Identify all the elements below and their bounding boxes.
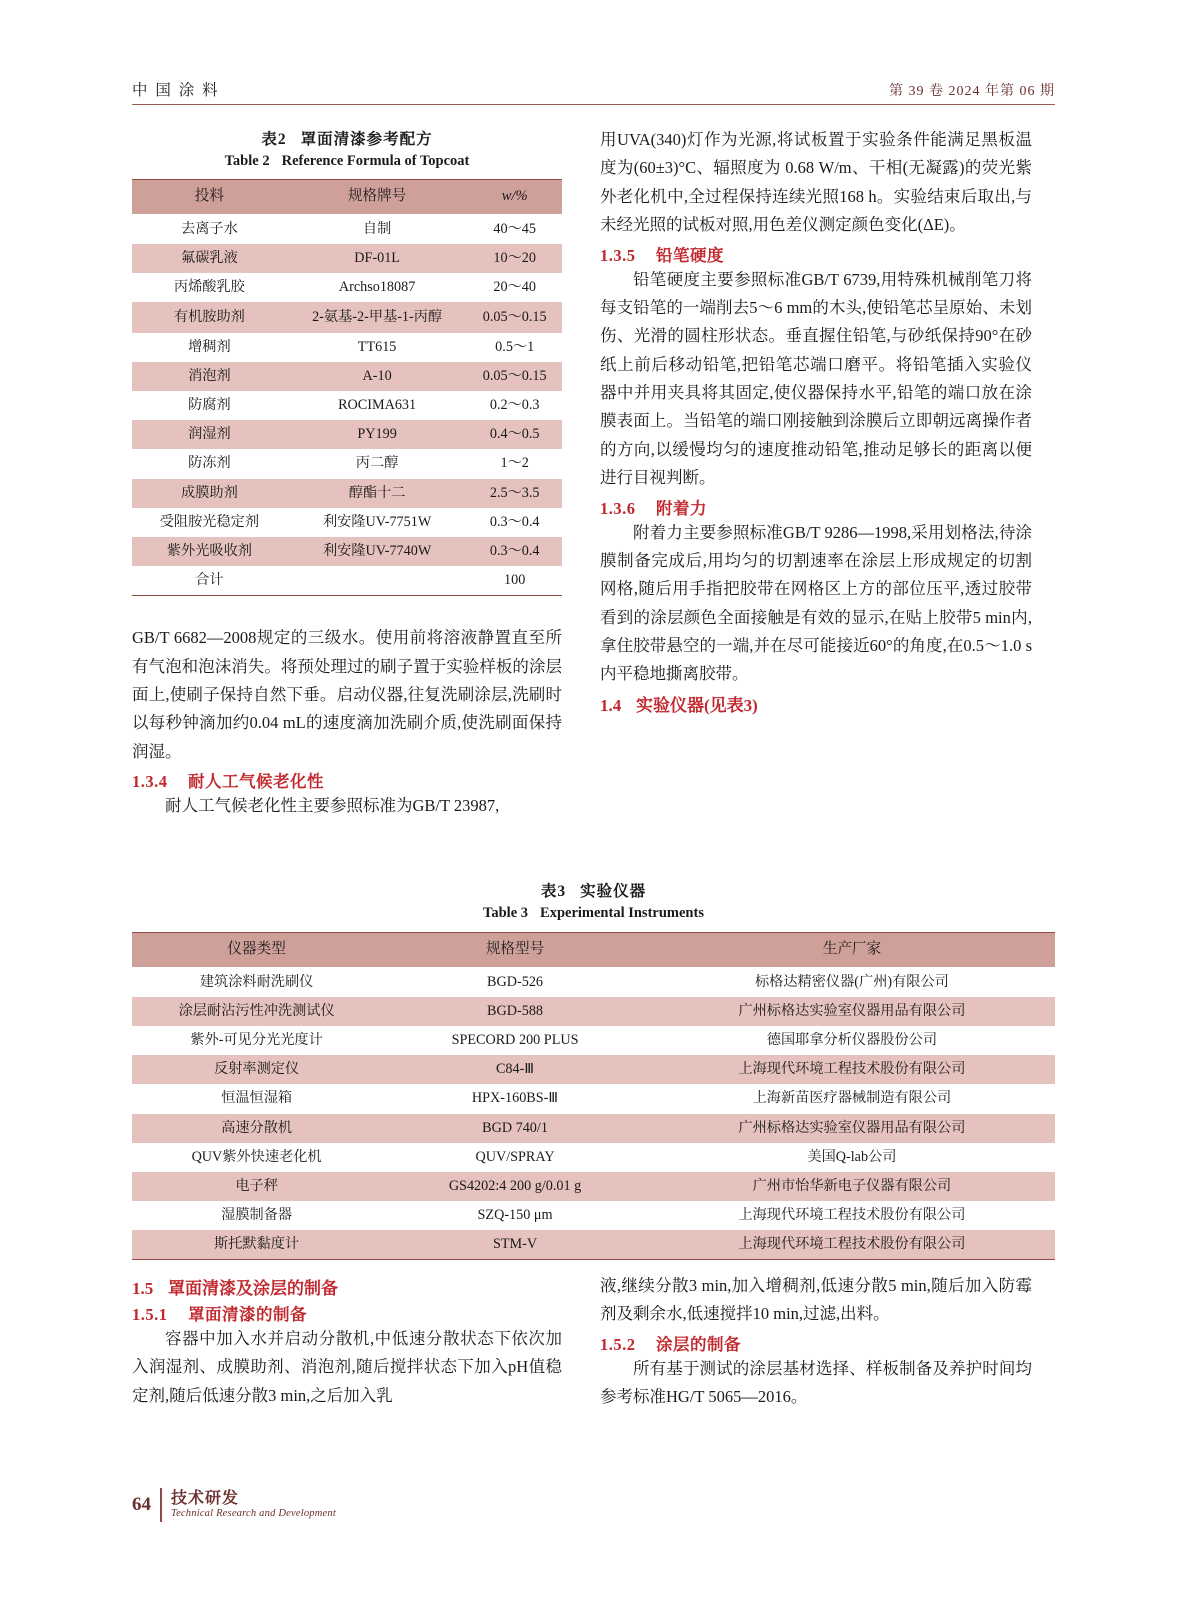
table-row	[132, 1114, 1055, 1143]
cell: 利安隆UV-7751W	[287, 508, 468, 537]
paragraph-1-3-4: 耐人工气候老化性主要参照标准为GB/T 23987,	[165, 796, 500, 816]
cell: 上海现代环境工程技术股份有限公司	[649, 1201, 1055, 1230]
table3-caption-en-title: Experimental Instruments	[540, 905, 704, 922]
heading-1-3-4	[132, 768, 562, 792]
table-row	[132, 273, 562, 302]
cell: 标格达精密仪器(广州)有限公司	[649, 967, 1055, 997]
cell: 防冻剂	[132, 449, 287, 478]
table-row	[132, 244, 562, 273]
table2-caption-en-label: Table 2	[224, 153, 270, 170]
cell: 自制	[287, 214, 468, 244]
cell: 0.05～0.15	[467, 302, 562, 333]
cell: 0.05～0.15	[467, 362, 562, 391]
table3-col-header-0: 仪器类型	[132, 933, 381, 968]
cell: 10～20	[467, 244, 562, 273]
cell: 消泡剂	[132, 362, 287, 391]
cell: 湿膜制备器	[132, 1201, 381, 1230]
issue-info: 第 39 卷 2024 年第 06 期	[889, 84, 1055, 99]
cell: BGD-588	[381, 997, 649, 1026]
table-row	[132, 420, 562, 449]
table2-col-header-0: 投料	[132, 180, 287, 215]
paragraph-1-3-6: 附着力主要参照标准GB/T 9286—1998,采用划格法,待涂膜制备完成后,用均匀的切割速率在涂层上形成规定的切割网格,随后用手指把胶带在网格区上方的部位压平,透过胶带看到的涂层颜色全面接触是有效的显示,在贴上胶带5 min内,拿住胶带悬空的一端,并在尽可能接近60°的角度,在0.5～1.0 s内平稳地撕离胶带。	[600, 522, 1032, 684]
heading-1-3-4-number: 1.3.4	[132, 772, 168, 792]
table2-caption-cn-title: 罩面清漆参考配方	[300, 131, 433, 148]
cell: 丙烯酸乳胶	[132, 273, 287, 302]
cell: 醇酯十二	[287, 479, 468, 508]
table-row	[132, 1143, 1055, 1172]
cell: 0.4～0.5	[467, 420, 562, 449]
cell: 建筑涂料耐洗刷仪	[132, 967, 381, 997]
cell: 紫外光吸收剂	[132, 537, 287, 566]
table-row	[132, 1201, 1055, 1230]
heading-1-3-5-title: 铅笔硬度	[656, 245, 724, 265]
heading-1-3-6	[600, 495, 1032, 519]
cell: 恒温恒湿箱	[132, 1084, 381, 1113]
heading-1-3-6-title: 附着力	[656, 498, 707, 518]
page-footer	[132, 1488, 336, 1522]
table2-caption-en-title: Reference Formula of Topcoat	[281, 153, 470, 170]
lower-right-column	[600, 1272, 1032, 1412]
table-row	[132, 1084, 1055, 1113]
cell: ROCIMA631	[287, 391, 468, 420]
cell: DF-01L	[287, 244, 468, 273]
table-row	[132, 1026, 1055, 1055]
cell: 受阻胺光稳定剂	[132, 508, 287, 537]
cell: 润湿剂	[132, 420, 287, 449]
cell: 20～40	[467, 273, 562, 302]
footer-section-cn: 技术研发	[171, 1490, 240, 1508]
heading-1-5-title: 罩面清漆及涂层的制备	[168, 1279, 338, 1298]
cell: BGD 740/1	[381, 1114, 649, 1143]
paragraph-1-3-5: 铅笔硬度主要参照标准GB/T 6739,用特殊机械削笔刀将每支铅笔的一端削去5～6 mm的木头,使铅笔芯呈原始、未划伤、光滑的圆柱形状态。垂直握住铅笔,与砂纸保持90°在砂纸上前后移动铅笔,把铅笔芯端口磨平。将铅笔插入实验仪器中并用夹具将其固定,使仪器保持水平,铅笔的端口放在涂膜表面上。当铅笔的端口刚接触到涂膜后立即朝远离操作者的方向,以缓慢均匀的速度推动铅笔,推动足够长的距离以便进行目视判断。	[600, 269, 1032, 488]
heading-1-4-title: 实验仪器(见表3)	[636, 695, 758, 715]
table2-caption-cn-label: 表2	[261, 131, 287, 148]
heading-1-5-2	[600, 1331, 1032, 1355]
table2-col-header-1: 规格牌号	[287, 180, 468, 215]
cell: BGD-526	[381, 967, 649, 997]
cell: 涂层耐沾污性冲洗测试仪	[132, 997, 381, 1026]
heading-1-5-2-title: 涂层的制备	[656, 1334, 741, 1354]
table-row	[132, 391, 562, 420]
cell: 广州市怡华新电子仪器有限公司	[649, 1172, 1055, 1201]
cell: 德国耶拿分析仪器股份公司	[649, 1026, 1055, 1055]
table-row	[132, 1055, 1055, 1084]
cell: 0.3～0.4	[467, 508, 562, 537]
heading-1-3-5	[600, 242, 1032, 266]
table2-header-row	[132, 180, 562, 215]
heading-1-5-1-number: 1.5.1	[132, 1305, 168, 1324]
cell: 2-氨基-2-甲基-1-丙醇	[287, 302, 468, 333]
table3-block	[132, 880, 1055, 1260]
table-row	[132, 479, 562, 508]
cell: A-10	[287, 362, 468, 391]
footer-divider	[160, 1488, 162, 1522]
cell: STM-V	[381, 1230, 649, 1260]
table-row	[132, 508, 562, 537]
cell: HPX-160BS-Ⅲ	[381, 1084, 649, 1113]
cell: TT615	[287, 333, 468, 362]
cell: GS4202:4 200 g/0.01 g	[381, 1172, 649, 1201]
table-row	[132, 1172, 1055, 1201]
table3-col-header-2: 生产厂家	[649, 933, 1055, 968]
cell: 0.3～0.4	[467, 537, 562, 566]
table3-col-header-1: 规格型号	[381, 933, 649, 968]
cell: 0.2～0.3	[467, 391, 562, 420]
table-row	[132, 566, 562, 596]
cell: Archso18087	[287, 273, 468, 302]
table3-header-row	[132, 933, 1055, 968]
paragraph-1-5-2: 所有基于测试的涂层基材选择、样板制备及养护时间均参考标准HG/T 5065—2016。	[600, 1358, 1032, 1407]
cell: SZQ-150 μm	[381, 1201, 649, 1230]
cell: 100	[467, 566, 562, 596]
cell: 美国Q-lab公司	[649, 1143, 1055, 1172]
paragraph-1-5-1: 容器中加入水并启动分散机,中低速分散状态下依次加入润湿剂、成膜助剂、消泡剂,随后搅拌状态下加入pH值稳定剂,随后低速分散3 min,之后加入乳	[132, 1329, 562, 1405]
table-row	[132, 537, 562, 566]
heading-1-4	[600, 691, 1032, 716]
heading-1-3-5-number: 1.3.5	[600, 245, 636, 265]
table-row	[132, 1230, 1055, 1260]
cell: 成膜助剂	[132, 479, 287, 508]
table3-caption-cn-title: 实验仪器	[580, 883, 647, 900]
cell: 高速分散机	[132, 1114, 381, 1143]
cell: 反射率测定仪	[132, 1055, 381, 1084]
page-number: 64	[132, 1494, 151, 1515]
table3-caption-en-label: Table 3	[483, 905, 529, 922]
cell: SPECORD 200 PLUS	[381, 1026, 649, 1055]
left-column	[132, 128, 562, 821]
heading-1-5-1-title: 罩面清漆的制备	[188, 1305, 307, 1324]
heading-1-5-2-number: 1.5.2	[600, 1334, 636, 1354]
cell: QUV/SPRAY	[381, 1143, 649, 1172]
footer-section-en: Technical Research and Development	[171, 1508, 336, 1520]
cell: 上海现代环境工程技术股份有限公司	[649, 1230, 1055, 1260]
cell: 氟碳乳液	[132, 244, 287, 273]
cell	[287, 566, 468, 596]
heading-1-3-4-title: 耐人工气候老化性	[188, 772, 324, 792]
cell: QUV紫外快速老化机	[132, 1143, 381, 1172]
table-row	[132, 302, 562, 333]
heading-1-3-6-number: 1.3.6	[600, 498, 636, 518]
cell: PY199	[287, 420, 468, 449]
table-row	[132, 214, 562, 244]
cell: 丙二醇	[287, 449, 468, 478]
table2	[132, 179, 562, 596]
table-row	[132, 997, 1055, 1026]
table2-caption	[132, 128, 562, 173]
right-column	[600, 126, 1032, 716]
cell: 防腐剂	[132, 391, 287, 420]
cell: 广州标格达实验室仪器用品有限公司	[649, 1114, 1055, 1143]
cell: 上海新苗医疗器械制造有限公司	[649, 1084, 1055, 1113]
cell: 广州标格达实验室仪器用品有限公司	[649, 997, 1055, 1026]
cell: 电子秤	[132, 1172, 381, 1201]
header-rule	[132, 104, 1055, 105]
heading-1-5-1	[132, 1301, 562, 1325]
cell: 斯托默黏度计	[132, 1230, 381, 1260]
running-head	[132, 78, 1055, 100]
table3-caption	[132, 880, 1055, 925]
cell: 2.5～3.5	[467, 479, 562, 508]
table-row	[132, 449, 562, 478]
table-row	[132, 362, 562, 391]
paragraph-1-5-1-continued: 液,继续分散3 min,加入增稠剂,低速分散5 min,随后加入防霉剂及剩余水,低速搅拌10 min,过滤,出料。	[600, 1276, 1032, 1324]
paragraph-water: GB/T 6682—2008规定的三级水。使用前将溶液静置直至所有气泡和泡沫消失。将预处理过的刷子置于实验样板的涂层面上,使刷子保持自然下垂。启动仪器,往复洗刷涂层,洗刷时以每秒钟滴加约0.04 mL的速度滴加洗刷介质,使洗刷面保持润湿。	[132, 628, 562, 761]
paragraph-uva: 用UVA(340)灯作为光源,将试板置于实验条件能满足黑板温度为(60±3)°C、辐照度为 0.68 W/m、干相(无凝露)的荧光紫外老化机中,全过程保持连续光照168 h。实验结束后取出,与未经光照的试板对照,用色差仪测定颜色变化(ΔE)。	[600, 130, 1032, 235]
journal-name: 中 国 涂 料	[132, 82, 220, 99]
cell: 1～2	[467, 449, 562, 478]
lower-left-column	[132, 1272, 562, 1410]
cell: 增稠剂	[132, 333, 287, 362]
table3	[132, 932, 1055, 1260]
heading-1-4-number: 1.4	[600, 695, 622, 715]
heading-1-5-number: 1.5	[132, 1279, 154, 1298]
cell: 利安隆UV-7740W	[287, 537, 468, 566]
table2-col-header-2: w/%	[467, 180, 562, 215]
cell: 40～45	[467, 214, 562, 244]
cell: 有机胺助剂	[132, 302, 287, 333]
cell: 0.5～1	[467, 333, 562, 362]
cell: C84-Ⅲ	[381, 1055, 649, 1084]
table-row	[132, 333, 562, 362]
cell: 上海现代环境工程技术股份有限公司	[649, 1055, 1055, 1084]
table3-caption-cn-label: 表3	[540, 883, 567, 900]
cell: 去离子水	[132, 214, 287, 244]
cell: 紫外-可见分光光度计	[132, 1026, 381, 1055]
heading-1-5	[132, 1274, 562, 1299]
table-row	[132, 967, 1055, 997]
cell: 合计	[132, 566, 287, 596]
